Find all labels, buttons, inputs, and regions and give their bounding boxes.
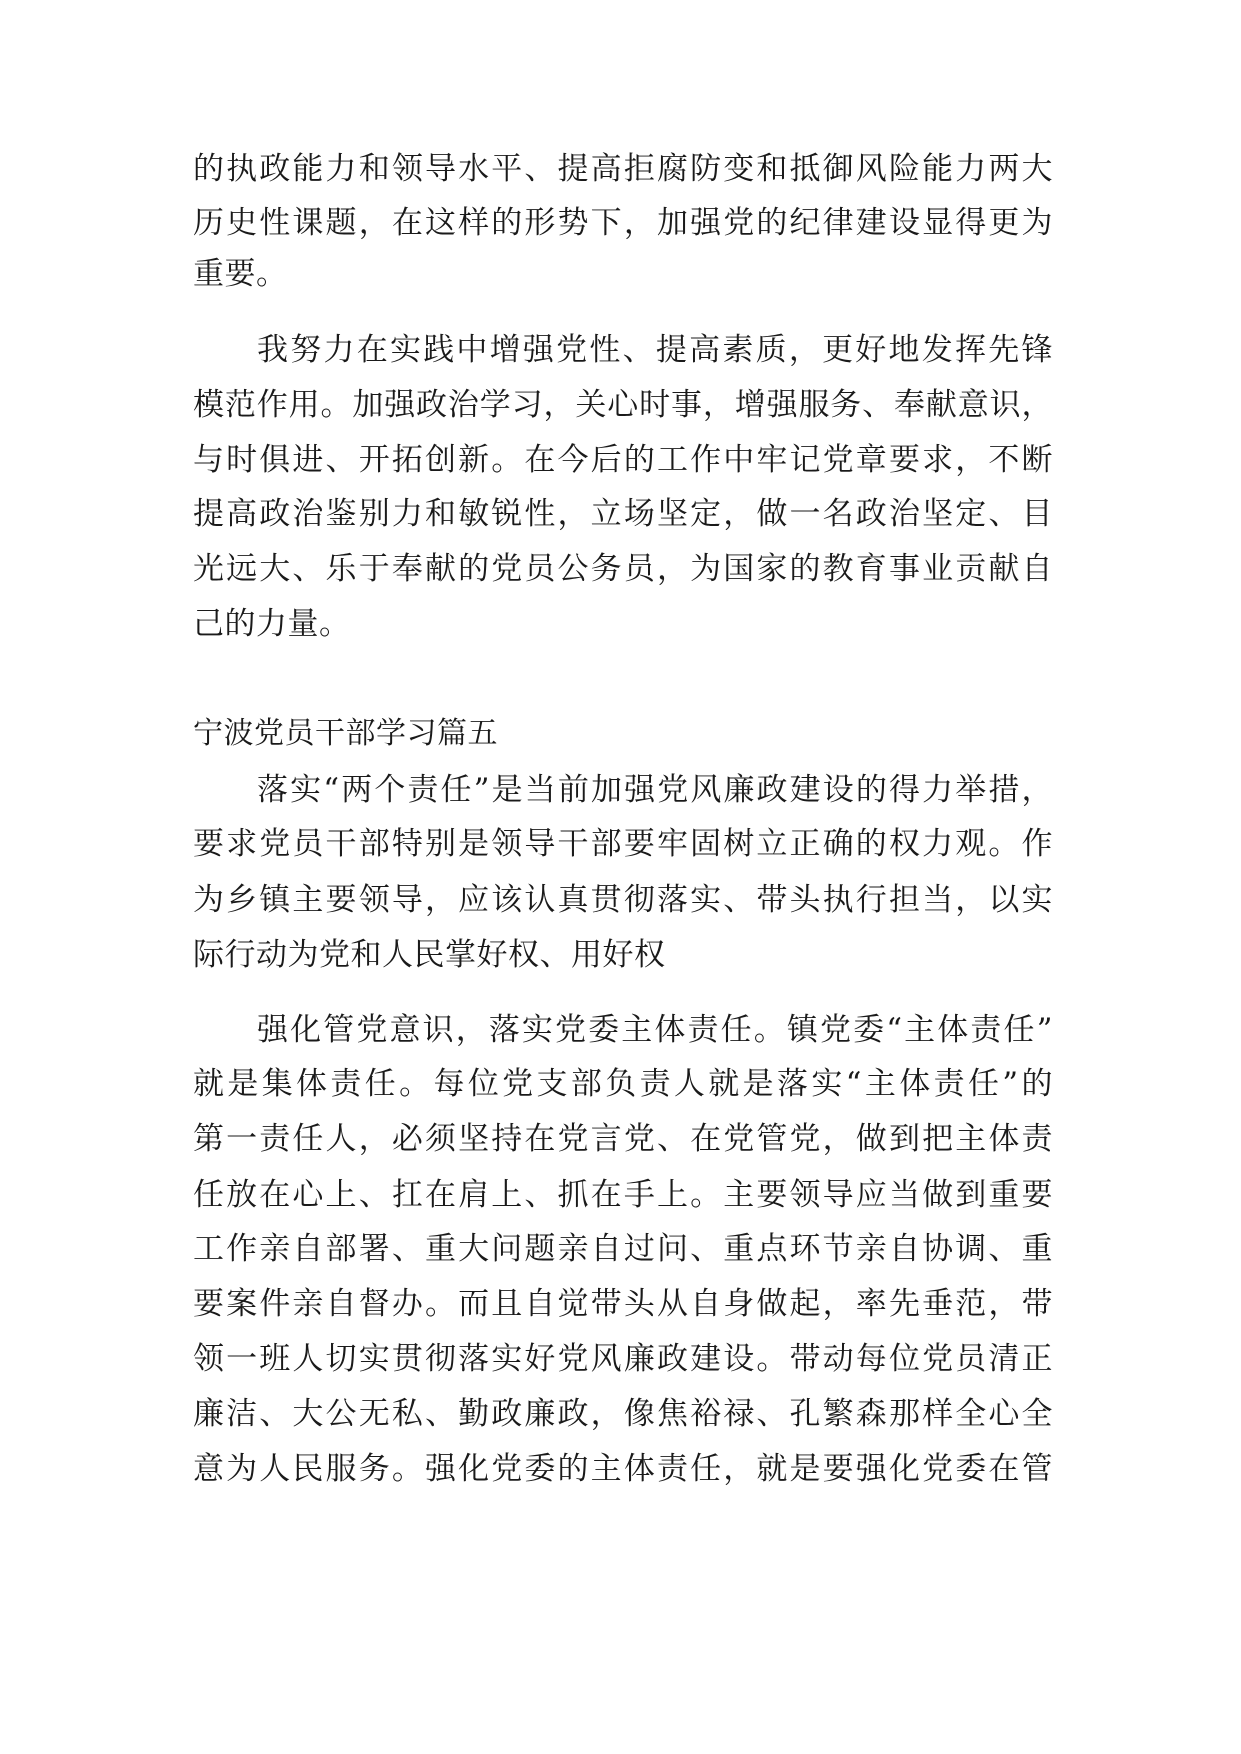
text-line: 要求党员干部特别是领导干部要牢固树立正确的权力观。作: [193, 826, 1053, 862]
text-line: 为乡镇主要领导，应该认真贯彻落实、带头执行担当，以实: [193, 882, 1053, 918]
text-line: 重要。: [193, 256, 288, 292]
text-line: 任放在心上、扛在肩上、抓在手上。主要领导应当做到重要: [193, 1177, 1053, 1213]
text-line: 工作亲自部署、重大问题亲自过问、重点环节亲自协调、重: [193, 1231, 1053, 1267]
text-line: 廉洁、大公无私、勤政廉政，像焦裕禄、孔繁森那样全心全: [193, 1396, 1053, 1432]
text-line: 意为人民服务。强化党委的主体责任，就是要强化党委在管: [193, 1451, 1053, 1487]
section-heading: 宁波党员干部学习篇五: [193, 716, 498, 751]
text-line: 就是集体责任。每位党支部负责人就是落实“主体责任”的: [193, 1066, 1053, 1102]
text-line: 强化管党意识，落实党委主体责任。镇党委“主体责任”: [257, 1012, 1053, 1048]
text-line: 模范作用。加强政治学习，关心时事，增强服务、奉献意识，: [193, 387, 1053, 423]
text-line: 我努力在实践中增强党性、提高素质，更好地发挥先锋: [257, 332, 1053, 368]
text-line: 与时俱进、开拓创新。在今后的工作中牢记党章要求，不断: [193, 442, 1053, 478]
text-line: 际行动为党和人民掌好权、用好权: [193, 937, 666, 973]
text-line: 要案件亲自督办。而且自觉带头从自身做起，率先垂范，带: [193, 1286, 1053, 1322]
text-line: 的执政能力和领导水平、提高拒腐防变和抵御风险能力两大: [193, 151, 1053, 187]
text-line: 第一责任人，必须坚持在党言党、在党管党，做到把主体责: [193, 1121, 1053, 1157]
text-line: 历史性课题，在这样的形势下，加强党的纪律建设显得更为: [193, 205, 1053, 241]
text-line: 领一班人切实贯彻落实好党风廉政建设。带动每位党员清正: [193, 1341, 1053, 1377]
text-line: 落实“两个责任”是当前加强党风廉政建设的得力举措，: [257, 772, 1053, 808]
text-line: 提高政治鉴别力和敏锐性，立场坚定，做一名政治坚定、目: [193, 496, 1053, 532]
text-line: 光远大、乐于奉献的党员公务员，为国家的教育事业贡献自: [193, 551, 1053, 587]
text-line: 己的力量。: [193, 606, 351, 642]
